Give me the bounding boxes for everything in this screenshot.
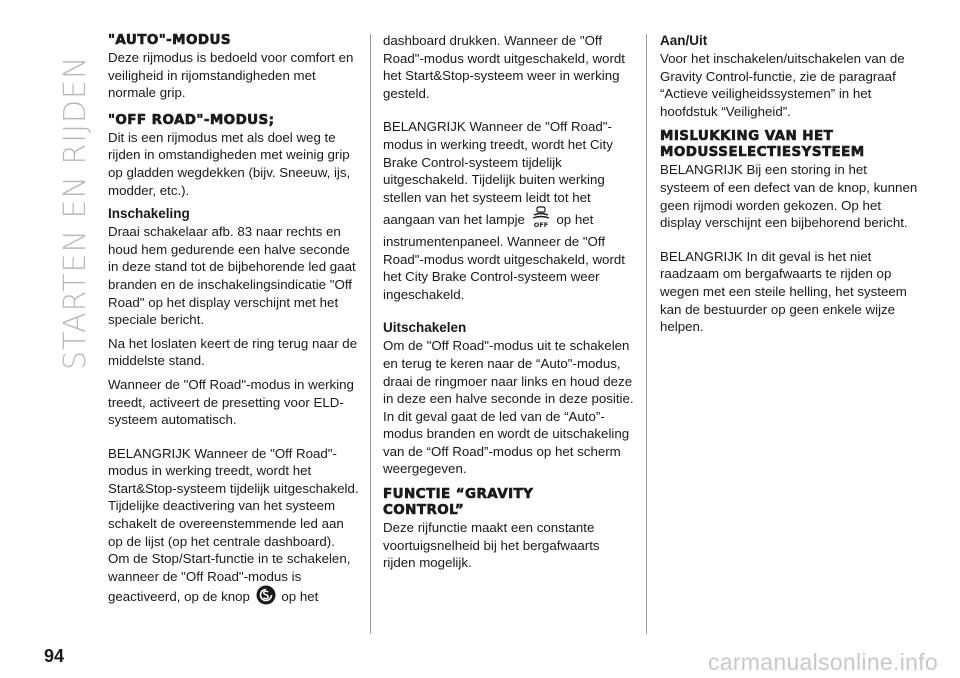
heading-mislukking-line1: MISLUKKING VAN HET [660, 128, 834, 145]
watermark: carmanualsonline.info [707, 649, 938, 675]
column-3 [660, 32, 920, 342]
belangrijk-tail-text: op het [281, 589, 319, 605]
heading-aan-uit: Aan/Uit [660, 33, 708, 48]
city-brake-control-off-icon [531, 206, 551, 233]
belangrijk-text: BELANGRIJK Wanneer de "Off Road"-modus in werking treedt, wordt het Start&Stop-systeem tijdelijk uitgeschakeld. Tijdelijke deactivering van het systeem schakelt de overeenstemmende led aan op de lijst (op het centrale dashboard). Om de Stop/Start-functie in te schakelen, wanneer de "Off Road"-modus is geactiveerd, op de knop [108, 445, 359, 605]
paragraph-eld: Wanneer de "Off Road"-modus in werking treedt, activeert de presetting voor ELD-systeem automatisch. [108, 376, 354, 428]
paragraph-loslaten: Na het loslaten keert de ring terug naar de middelste stand. [108, 335, 358, 369]
column-2 [383, 32, 635, 578]
column-1 [108, 32, 360, 616]
chapter-title-text: STARTEN EN RIJDEN [58, 55, 93, 370]
heading-mislukking-line2: MODUSSELECTIESYSTEEM [660, 144, 865, 161]
heading-gravity-line1: FUNCTIE “GRAVITY [383, 486, 534, 503]
paragraph-bergafwaarts: BELANGRIJK In dit geval is het niet raadzaam om bergafwaarts te rijden op wegen met een steile helling, het systeem kan de bestuurder op geen enkele wijze helpen. [660, 248, 907, 335]
heading-gravity-control [383, 486, 635, 518]
svg-text:OFF: OFF [533, 221, 548, 229]
paragraph-belangrijk-cbc [383, 118, 635, 303]
belangrijk-cbc-text: BELANGRIJK Wanneer de "Off Road"-modus in werking treedt, wordt het City Brake Control-systeem tijdelijk uitgeschakeld. Tijdelijk buiten werking stellen van het systeem leidt tot het aangaan van het lampje [383, 119, 613, 228]
paragraph-storing: BELANGRIJK Bij een storing in het systeem of een defect van de knop, kunnen geen rijmodi worden gekozen. Op het display verschijnt een bijbehorend bericht. [660, 162, 918, 231]
start-stop-button-icon [256, 585, 276, 610]
column-divider [646, 34, 647, 634]
heading-offroad-mode: "OFF ROAD"-MODUS; [108, 111, 275, 128]
paragraph-uitschakelen: Om de "Off Road"-modus uit te schakelen en terug te keren naar de “Auto"-modus, draai de ringmoer naar links en houd deze in deze een halve seconde in deze positie. In dit geval gaat de led van de “Auto”-modus branden en wordt de uitschakeling van de “Off Road”-modus op het scherm weergegeven. [383, 338, 634, 477]
paragraph-offroad-mode: Dit is een rijmodus met als doel weg te rijden in omstandigheden met weinig grip op gladden wegdekken (bijv. Sneeuw, ijs, modder, etc.). [108, 129, 351, 198]
heading-inschakeling: Inschakeling [108, 206, 190, 222]
column-divider [370, 34, 371, 634]
heading-auto-mode: "AUTO"-MODUS [108, 32, 231, 48]
paragraph-auto-mode: Deze rijmodus is bedoeld voor comfort en veiligheid in rijomstandigheden met normale grip. [108, 50, 354, 101]
paragraph-aan-uit: Voor het inschakelen/uitschakelen van de Gravity Control-functie, zie de paragraaf “Actieve veiligheidssystemen” in het hoofdstuk “Veiligheid”. [660, 51, 905, 119]
paragraph-inschakeling: Draai schakelaar afb. 83 naar rechts en houd hem gedurende een halve seconde in deze stand tot de bijbehorende led gaat branden en de inschakelingsindicatie "Off Road" op het display verschijnt met het speciale bericht. [108, 224, 356, 328]
heading-mislukking [660, 128, 920, 160]
chapter-side-title [58, 40, 98, 370]
paragraph-continuation: dashboard drukken. Wanneer de "Off Road"-modus wordt uitgeschakeld, wordt het Start&Stop-systeem weer in werking gesteld. [383, 33, 625, 101]
paragraph-belangrijk-startstop [108, 445, 360, 610]
belangrijk-cbc-tail-text: op het instrumentenpaneel. Wanneer de "Off Road"-modus wordt uitgeschakeld, wordt het City Brake Control-systeem weer ingeschakeld. [383, 212, 625, 302]
heading-uitschakelen: Uitschakelen [383, 320, 467, 336]
paragraph-gravity-control: Deze rijfunctie maakt een constante voortuigsnelheid bij het bergafwaarts rijden mogelijk. [383, 520, 600, 571]
page-number: 94 [44, 646, 65, 666]
heading-gravity-line2: CONTROL” [383, 502, 465, 519]
